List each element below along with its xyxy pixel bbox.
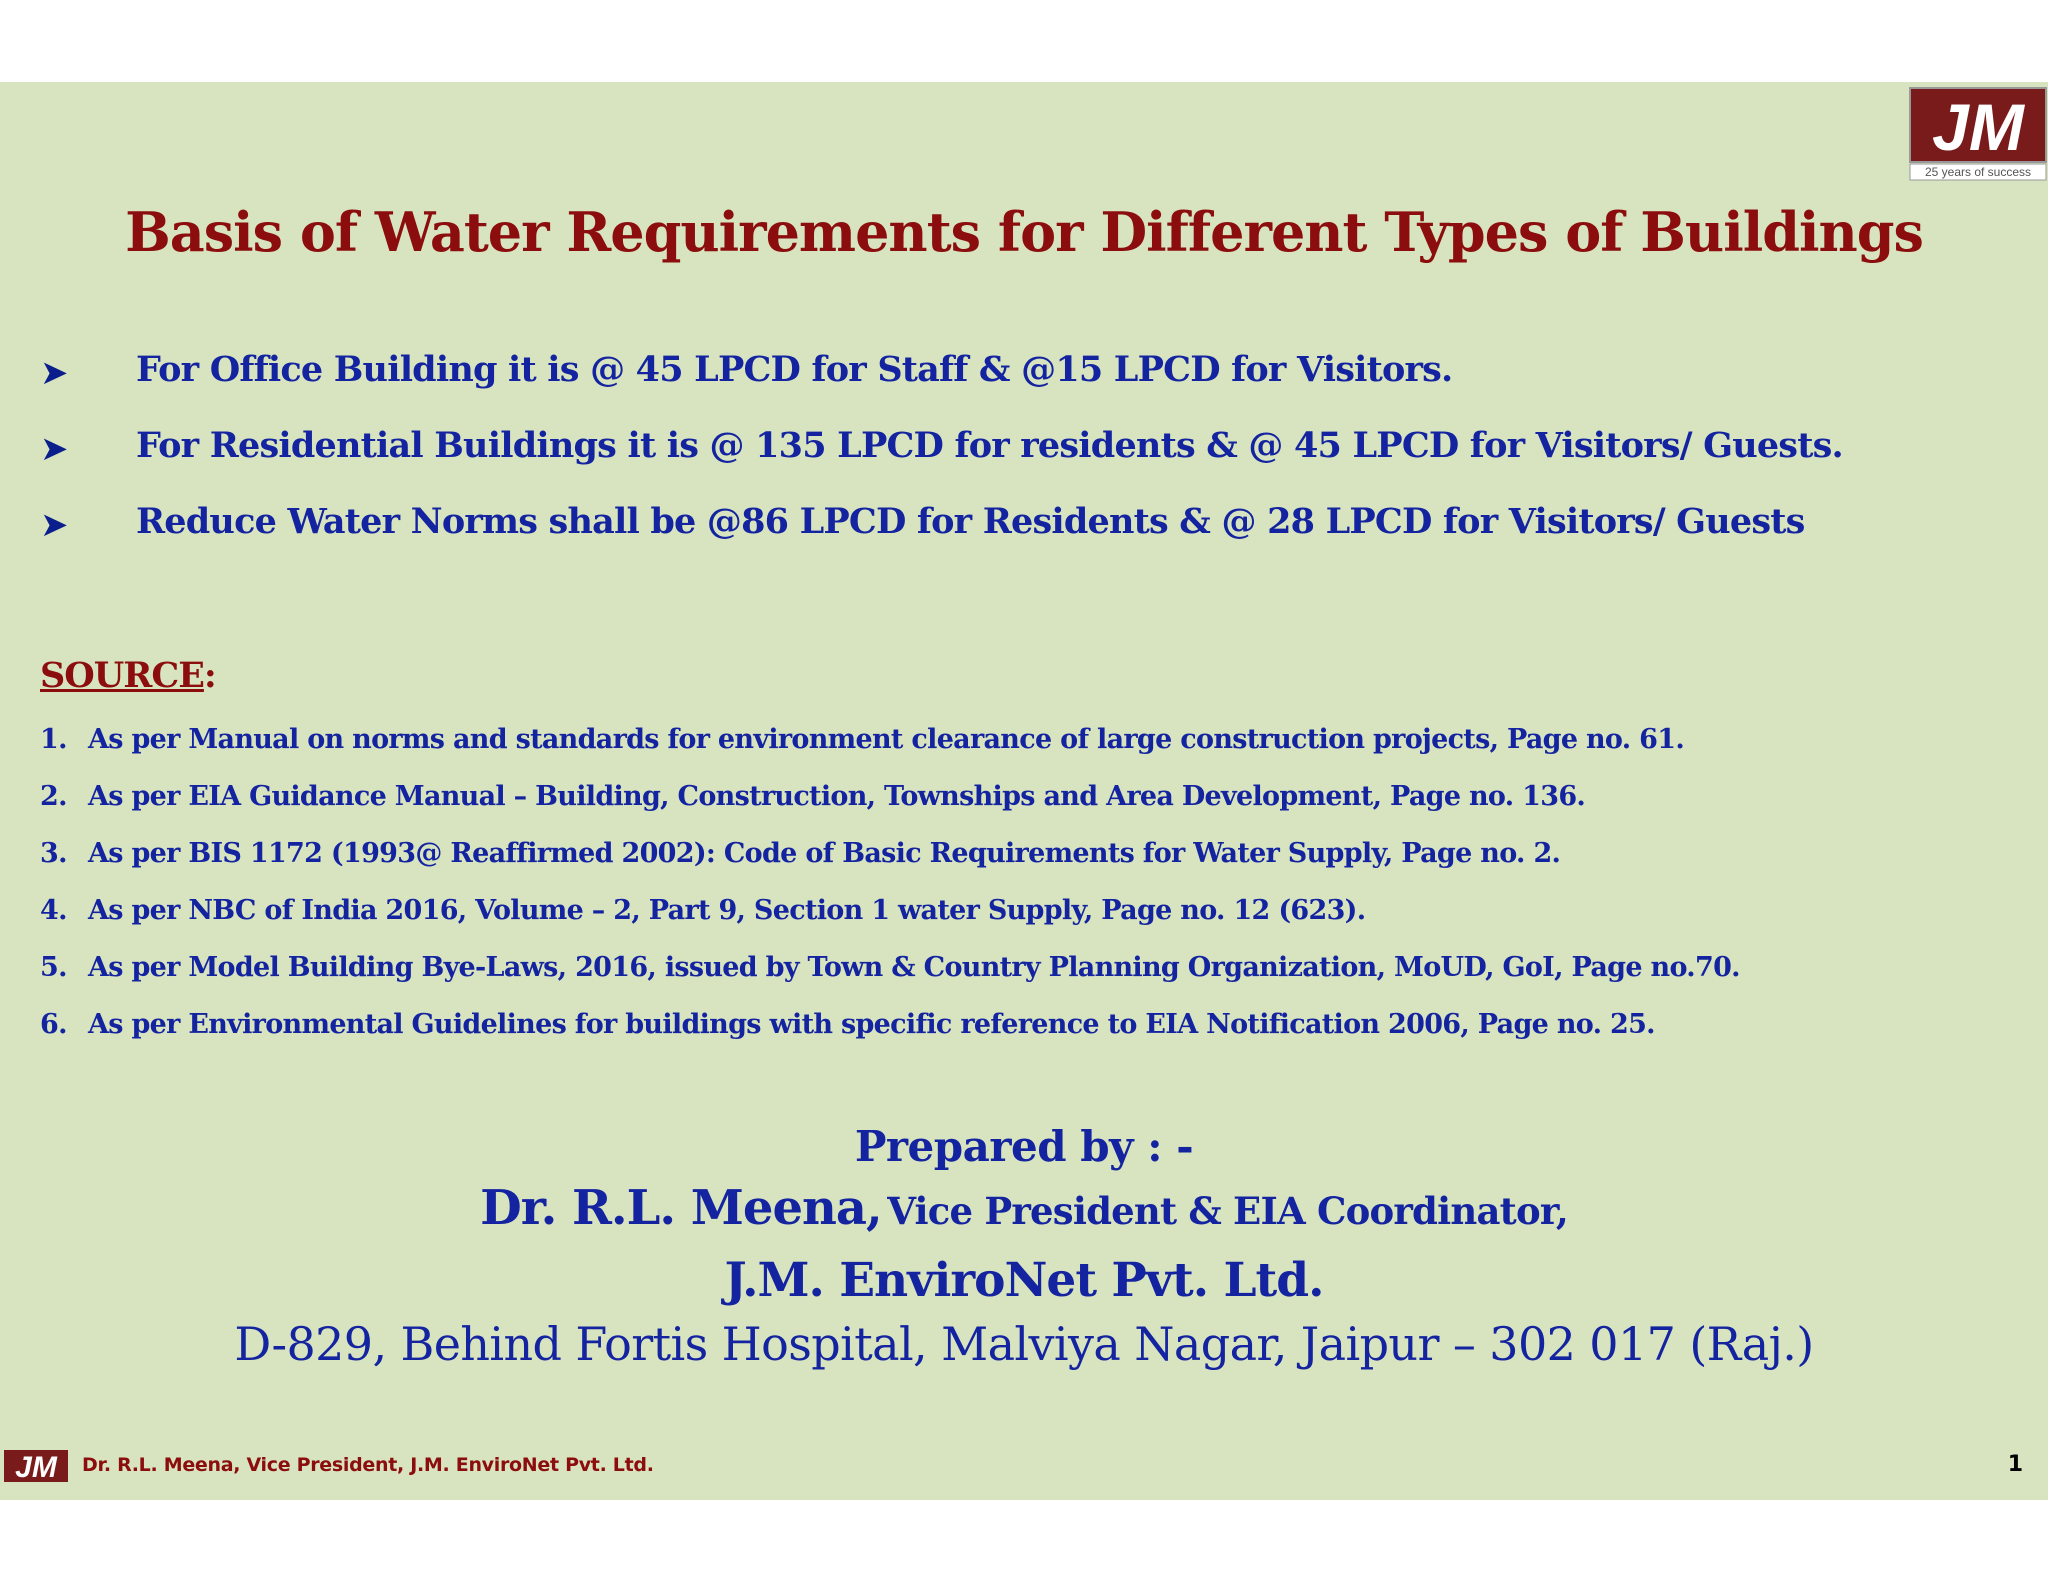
- arrowhead-bullet-icon: ➤: [40, 505, 69, 545]
- footer-logo: [4, 1450, 68, 1482]
- page-number: 1: [2007, 1452, 2023, 1477]
- source-heading-text: SOURCE: [40, 655, 204, 696]
- arrowhead-bullet-icon: ➤: [40, 353, 69, 393]
- company-address: D-829, Behind Fortis Hospital, Malviya Nagar, Jaipur – 302 017 (Raj.): [234, 1317, 1814, 1371]
- slide: [0, 82, 2048, 1500]
- source-heading-colon: :: [203, 655, 216, 696]
- source-text: As per Manual on norms and standards for environment clearance of large construction projects, Page no. 61.: [88, 724, 1685, 755]
- slide-title: Basis of Water Requirements for Different Types of Buildings: [125, 200, 1923, 264]
- footer-text: Dr. R.L. Meena, Vice President, J.M. EnviroNet Pvt. Ltd.: [82, 1454, 654, 1476]
- source-item: [40, 1009, 2028, 1066]
- bullet-item: [40, 425, 2028, 501]
- bullet-list: [40, 349, 2028, 577]
- bullet-text: For Residential Buildings it is @ 135 LPCD for residents & @ 45 LPCD for Visitors/ Guests.: [136, 425, 1843, 466]
- bullet-item: [40, 349, 2028, 425]
- source-number: 4.: [40, 895, 67, 926]
- bullet-text: For Office Building it is @ 45 LPCD for Staff & @15 LPCD for Visitors.: [136, 349, 1453, 390]
- source-list: [40, 724, 2028, 1066]
- source-number: 6.: [40, 1009, 67, 1040]
- bullet-text: Reduce Water Norms shall be @86 LPCD for Residents & @ 28 LPCD for Visitors/ Guests: [136, 501, 1805, 542]
- author-name: Dr. R.L. Meena,: [480, 1180, 882, 1236]
- source-item: [40, 781, 2028, 838]
- source-number: 5.: [40, 952, 67, 983]
- logo-tagline: 25 years of success: [1924, 165, 2032, 179]
- footer-logo-monogram: JM: [15, 1451, 57, 1482]
- source-item: [40, 952, 2028, 1009]
- source-text: As per NBC of India 2016, Volume – 2, Part 9, Section 1 water Supply, Page no. 12 (623).: [88, 895, 1366, 926]
- arrowhead-bullet-icon: ➤: [40, 429, 69, 469]
- bullet-item: [40, 501, 2028, 577]
- source-number: 3.: [40, 838, 67, 869]
- logo-monogram: JM: [1932, 90, 2024, 164]
- company-name: J.M. EnviroNet Pvt. Ltd.: [724, 1253, 1324, 1308]
- source-number: 2.: [40, 781, 67, 812]
- source-text: As per EIA Guidance Manual – Building, Construction, Townships and Area Development, Page no. 136.: [88, 781, 1586, 812]
- source-text: As per Model Building Bye-Laws, 2016, issued by Town & Country Planning Organization, MoUD, GoI, Page no.70.: [88, 952, 1740, 983]
- source-number: 1.: [40, 724, 67, 755]
- source-item: [40, 895, 2028, 952]
- source-heading: [40, 655, 216, 696]
- prepared-by-block: [0, 1117, 2048, 1376]
- source-text: As per Environmental Guidelines for buildings with specific reference to EIA Notification 2006, Page no. 25.: [88, 1009, 1655, 1040]
- company-logo: [1908, 86, 2048, 182]
- source-item: [40, 724, 2028, 781]
- author-role: Vice President & EIA Coordinator,: [887, 1189, 1568, 1233]
- source-text: As per BIS 1172 (1993@ Reaffirmed 2002): Code of Basic Requirements for Water Supply, Page no. 2.: [88, 838, 1561, 869]
- prepared-by-label: Prepared by : -: [854, 1122, 1194, 1171]
- author-line: [0, 1177, 2048, 1250]
- source-item: [40, 838, 2028, 895]
